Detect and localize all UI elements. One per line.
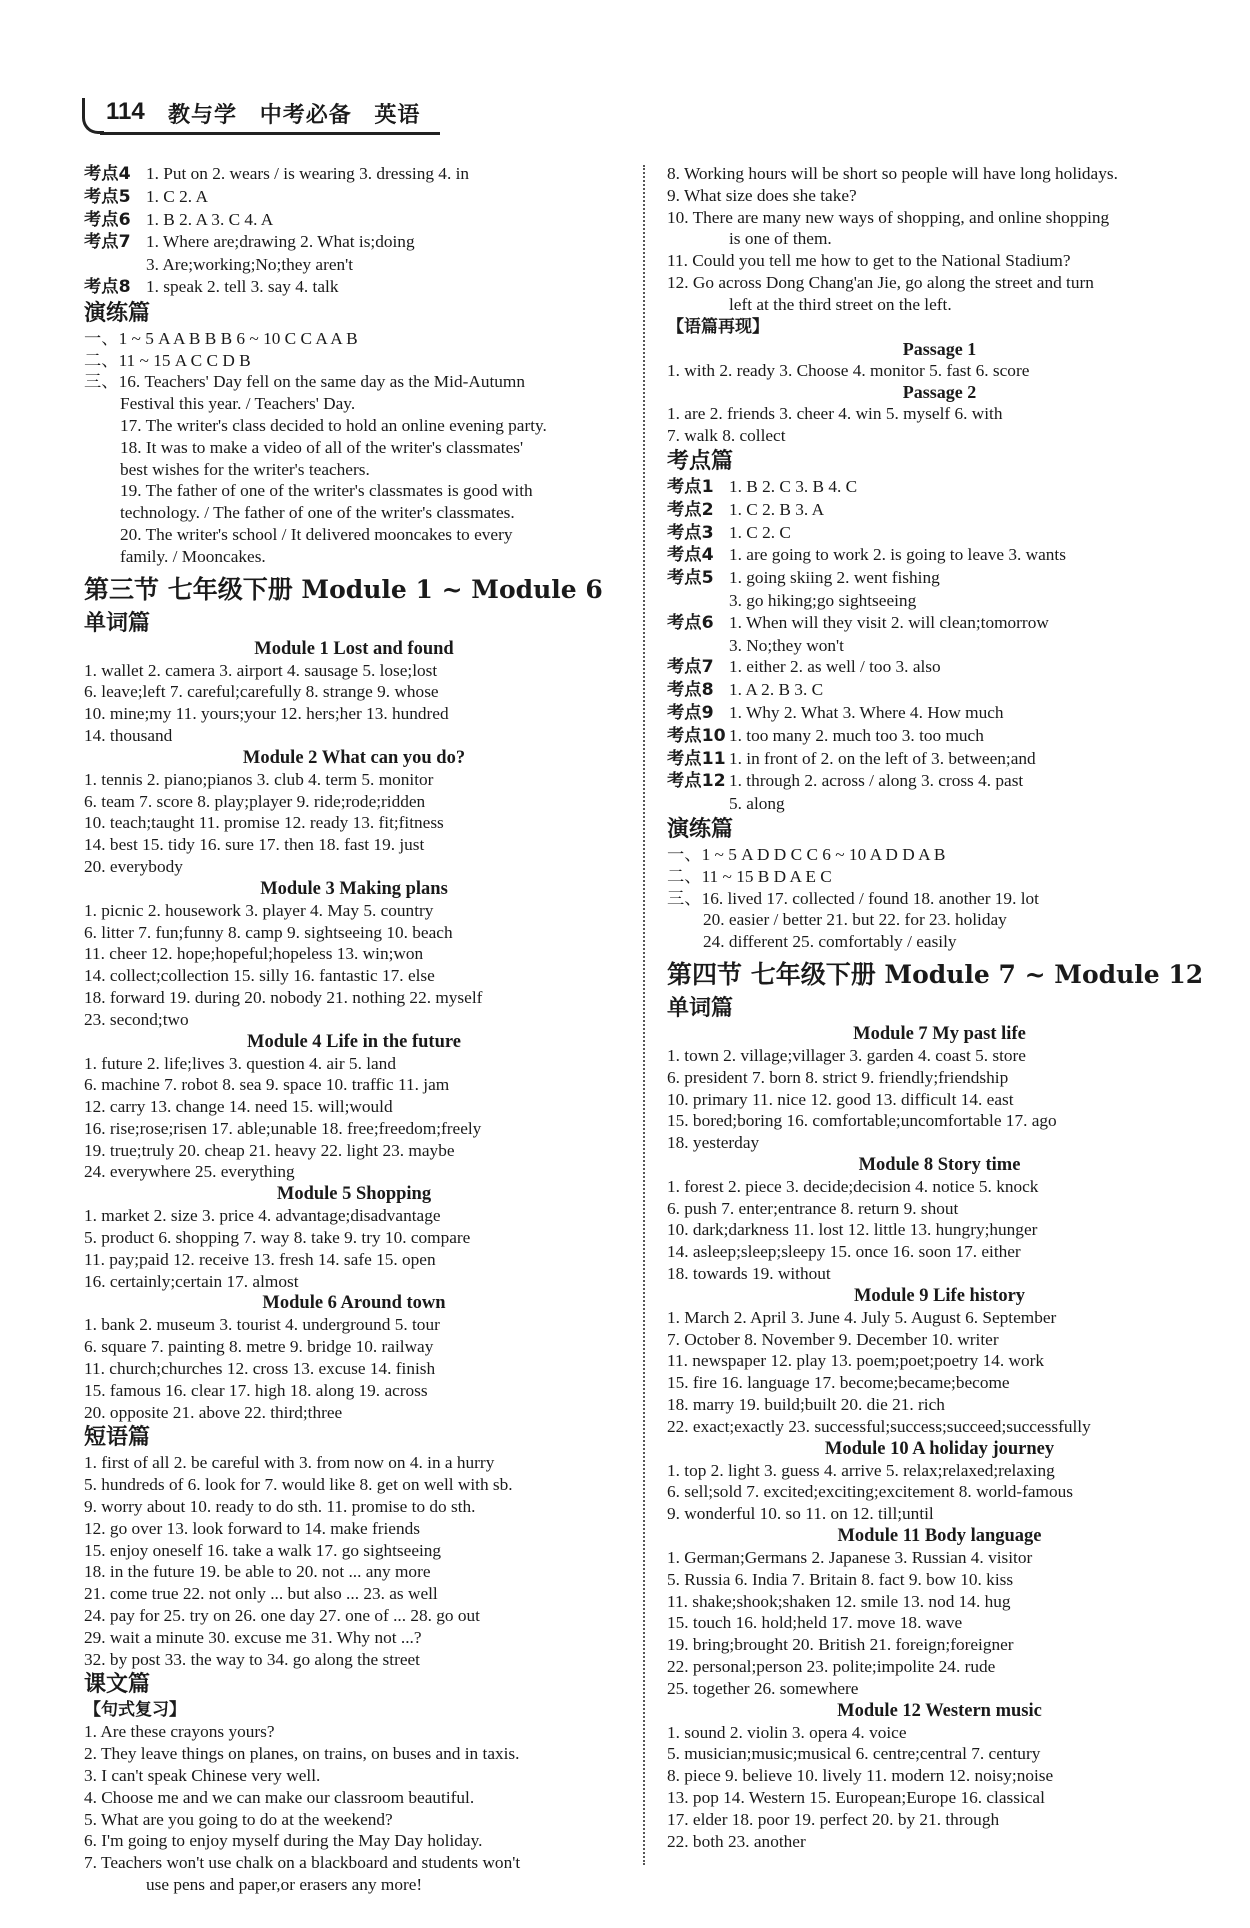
kaodian-row [667, 748, 1212, 771]
answer-line: 32. by post 33. the way to 34. go along the street [84, 1649, 420, 1669]
answer-line: 1. town 2. village;villager 3. garden 4. coast 5. store [667, 1045, 1026, 1065]
answer-line: 24. pay for 25. try on 26. one day 27. one of ... 28. go out [84, 1606, 480, 1626]
answer-text: 1. either 2. as well / too 3. also [729, 657, 941, 677]
answer-line-continued: 3. Are;working;No;they aren't [146, 255, 354, 275]
answer-line: 15. famous 16. clear 17. high 18. along 19. across [84, 1380, 428, 1400]
answer-line: 9. What size does she take? [667, 185, 857, 205]
section-heading: 短语篇 [84, 1425, 151, 1451]
answer-line: 24. everywhere 25. everything [84, 1162, 295, 1182]
answer-line: 14. thousand [84, 725, 173, 745]
answer-line-continued: Festival this year. / Teachers' Day. [120, 394, 356, 414]
answer-line: 1. forest 2. piece 3. decide;decision 4. notice 5. knock [667, 1176, 1039, 1196]
answer-line-continued: family. / Mooncakes. [120, 546, 266, 566]
answer-line: 11. cheer 12. hope;hopeful;hopeless 13. win;won [84, 944, 424, 964]
answer-line-continued: 24. different 25. comfortably / easily [703, 932, 957, 952]
kaodian-row [667, 499, 1212, 522]
answer-line: 20. opposite 21. above 22. third;three [84, 1402, 343, 1422]
answer-line: 二、11 ~ 15 A C C D B [84, 350, 251, 370]
answer-text: 1. are going to work 2. is going to leave 3. wants [729, 545, 1066, 565]
answer-line: 5. musician;music;musical 6. centre;central 7. century [667, 1744, 1041, 1764]
answer-line: 16. rise;rose;risen 17. able;unable 18. free;freedom;freely [84, 1118, 482, 1138]
left-column [84, 163, 624, 1896]
kaodian-label: 考点8 [667, 680, 714, 701]
header-title-series: 中考必备 [259, 103, 352, 128]
kaodian-label: 考点12 [667, 771, 726, 792]
module-heading: Module 5 Shopping [276, 1184, 432, 1205]
section-heading: 演练篇 [84, 300, 151, 326]
answer-line: 9. wonderful 10. so 11. on 12. till;until [667, 1504, 934, 1524]
answer-text: 1. C 2. B 3. A [729, 499, 825, 519]
answer-line: 6. I'm going to enjoy myself during the May Day holiday. [84, 1831, 483, 1851]
right-column [667, 163, 1212, 1852]
section-heading: 演练篇 [667, 816, 734, 842]
passage-heading: Passage 2 [902, 382, 977, 403]
answer-line: 12. Go across Dong Chang'an Jie, go along the street and turn [667, 272, 1094, 292]
answer-line: 1. with 2. ready 3. Choose 4. monitor 5. fast 6. score [667, 360, 1030, 380]
answer-line: 三、16. lived 17. collected / found 18. another 19. lot [667, 888, 1039, 908]
answer-text: 1. going skiing 2. went fishing [729, 568, 940, 588]
answer-line-continued: 3. go hiking;go sightseeing [729, 590, 917, 610]
header-decoration [82, 98, 104, 134]
answer-line: 16. certainly;certain 17. almost [84, 1271, 299, 1291]
kaodian-row [667, 476, 1212, 499]
answer-text: 1. C 2. C [729, 522, 791, 542]
answer-line: 1. bank 2. museum 3. tourist 4. underground 5. tour [84, 1315, 440, 1335]
answer-line: 10. mine;my 11. yours;your 12. hers;her 13. hundred [84, 704, 449, 724]
answer-text: 1. Put on 2. wears / is wearing 3. dressing 4. in [146, 164, 470, 183]
answer-line: 1. Are these crayons yours? [84, 1722, 275, 1742]
kaodian-label: 考点10 [667, 725, 726, 746]
header-title [168, 98, 434, 129]
page-number: 114 [106, 98, 145, 125]
answer-line: 2. They leave things on planes, on trains, on buses and in taxis. [84, 1744, 520, 1764]
answer-line: 6. push 7. enter;entrance 8. return 9. shout [667, 1198, 959, 1218]
answer-line-continued: left at the third street on the left. [729, 294, 952, 314]
answer-line: 7. October 8. November 9. December 10. writer [667, 1329, 999, 1349]
answer-line: 19. true;truly 20. cheap 21. heavy 22. light 23. maybe [84, 1140, 455, 1160]
kaodian-label: 考点4 [84, 164, 131, 184]
kaodian-label: 考点4 [667, 545, 714, 566]
answer-line: 6. team 7. score 8. play;player 9. ride;rode;ridden [84, 791, 426, 811]
answer-line: 1. first of all 2. be careful with 3. from now on 4. in a hurry [84, 1453, 495, 1473]
module-heading: Module 10 A holiday journey [824, 1438, 1055, 1459]
answer-line: 19. bring;brought 20. British 21. foreign;foreigner [667, 1635, 1014, 1655]
kaodian-row [667, 612, 1212, 635]
answer-line-continued: 19. The father of one of the writer's classmates is good with [120, 481, 533, 501]
answer-line: 13. pop 14. Western 15. European;Europe 16. classical [667, 1788, 1045, 1808]
answer-line-continued: 17. The writer's class decided to hold an online evening party. [120, 415, 547, 435]
answer-text: 1. B 2. C 3. B 4. C [729, 476, 858, 496]
chapter-heading: 第四节 七年级下册 Module 7 ~ Module 12 [667, 959, 1204, 989]
answer-line-continued: 5. along [729, 794, 785, 814]
kaodian-label: 考点6 [667, 612, 714, 633]
answer-line-continued: is one of them. [729, 229, 832, 249]
kaodian-row [667, 656, 1212, 679]
answer-line: 20. everybody [84, 856, 183, 876]
module-heading: Module 2 What can you do? [242, 747, 466, 768]
answer-line: 15. fire 16. language 17. become;became;become [667, 1373, 1010, 1393]
section-heading: 单词篇 [667, 995, 734, 1021]
kaodian-row [84, 231, 624, 254]
module-heading: Module 12 Western music [837, 1700, 1042, 1721]
kaodian-row [667, 702, 1212, 725]
section-heading: 课文篇 [84, 1672, 151, 1698]
kaodian-label: 考点2 [667, 499, 714, 520]
answer-line: 6. machine 7. robot 8. sea 9. space 10. traffic 11. jam [84, 1075, 450, 1095]
answer-text: 1. A 2. B 3. C [729, 680, 824, 700]
answer-line: 5. What are you going to do at the weekend? [84, 1809, 393, 1829]
subsection-heading: 【句式复习】 [84, 1700, 186, 1721]
module-heading: Module 4 Life in the future [247, 1031, 461, 1052]
answer-line: 4. Choose me and we can make our classroom beautiful. [84, 1787, 475, 1807]
module-heading: Module 8 Story time [858, 1154, 1021, 1175]
module-heading: Module 6 Around town [262, 1293, 446, 1314]
section-heading: 考点篇 [667, 448, 734, 474]
answer-line: 8. Working hours will be short so people will have long holidays. [667, 164, 1118, 183]
answer-line: 1. wallet 2. camera 3. airport 4. sausage 5. lose;lost [84, 660, 438, 680]
kaodian-row [667, 544, 1212, 567]
answer-line-continued: 18. It was to make a video of all of the writer's classmates' [120, 437, 524, 457]
answer-line: 22. exact;exactly 23. successful;success;succeed;successfully [667, 1416, 1091, 1436]
answer-line: 6. litter 7. fun;funny 8. camp 9. sightseeing 10. beach [84, 922, 453, 942]
answer-line: 11. pay;paid 12. receive 13. fresh 14. safe 15. open [84, 1249, 436, 1269]
passage-heading: Passage 1 [902, 338, 977, 359]
module-heading: Module 3 Making plans [260, 878, 448, 899]
kaodian-label: 考点5 [84, 186, 131, 207]
answer-line: 1. German;Germans 2. Japanese 3. Russian 4. visitor [667, 1548, 1033, 1568]
answer-line: 15. touch 16. hold;held 17. move 18. wave [667, 1613, 963, 1633]
answer-line: 6. sell;sold 7. excited;exciting;excitement 8. world-famous [667, 1482, 1074, 1502]
answer-line: 18. in the future 19. be able to 20. not ... any more [84, 1562, 431, 1582]
answer-line: 22. personal;person 23. polite;impolite 24. rude [667, 1657, 996, 1677]
kaodian-row [667, 567, 1212, 590]
kaodian-label: 考点3 [667, 522, 714, 543]
module-heading: Module 11 Body language [837, 1526, 1042, 1547]
answer-text: 1. B 2. A 3. C 4. A [146, 209, 274, 229]
answer-line: 18. marry 19. build;built 20. die 21. rich [667, 1395, 945, 1415]
kaodian-label: 考点9 [667, 702, 714, 723]
answer-line: 11. church;churches 12. cross 13. excuse 14. finish [84, 1359, 436, 1379]
kaodian-label: 考点11 [667, 748, 726, 769]
answer-line: 一、1 ~ 5 A A B B B 6 ~ 10 C C A A B [84, 328, 358, 348]
answer-text: 1. C 2. A [146, 186, 208, 206]
answer-line: 11. shake;shook;shaken 12. smile 13. nod 14. hug [667, 1591, 1011, 1611]
kaodian-row [667, 679, 1212, 702]
kaodian-row [84, 163, 624, 186]
module-heading: Module 7 My past life [853, 1023, 1026, 1044]
answer-line: 21. come true 22. not only ... but also ... 23. as well [84, 1584, 438, 1604]
kaodian-label: 考点7 [84, 232, 131, 253]
answer-line: 12. go over 13. look forward to 14. make friends [84, 1518, 420, 1538]
answer-line-continued: best wishes for the writer's teachers. [120, 459, 370, 479]
answer-line: 二、11 ~ 15 B D A E C [667, 866, 832, 886]
answer-line: 1. sound 2. violin 3. opera 4. voice [667, 1722, 907, 1742]
answer-line: 1. top 2. light 3. guess 4. arrive 5. relax;relaxed;relaxing [667, 1460, 1055, 1480]
header-title-book: 教与学 [168, 103, 238, 128]
answer-text: 1. in front of 2. on the left of 3. between;and [729, 748, 1036, 768]
answer-line-continued: 20. easier / better 21. but 22. for 23. holiday [703, 910, 1007, 930]
answer-text: 1. speak 2. tell 3. say 4. talk [146, 276, 339, 296]
kaodian-row [667, 770, 1212, 793]
module-heading: Module 1 Lost and found [254, 638, 454, 659]
section-heading: 单词篇 [84, 610, 151, 636]
answer-line: 18. forward 19. during 20. nobody 21. nothing 22. myself [84, 987, 483, 1007]
kaodian-row [667, 725, 1212, 748]
answer-line: 23. second;two [84, 1009, 189, 1029]
answer-text: 1. through 2. across / along 3. cross 4. past [729, 771, 1024, 791]
answer-line: 6. leave;left 7. careful;carefully 8. strange 9. whose [84, 682, 439, 702]
answer-line-continued: use pens and paper,or erasers any more! [146, 1875, 423, 1894]
answer-line: 17. elder 18. poor 19. perfect 20. by 21. through [667, 1809, 1000, 1829]
answer-line: 6. president 7. born 8. strict 9. friendly;friendship [667, 1067, 1009, 1087]
answer-line: 1. picnic 2. housework 3. player 4. May 5. country [84, 900, 434, 920]
kaodian-label: 考点1 [667, 476, 714, 497]
answer-line: 14. collect;collection 15. silly 16. fantastic 17. else [84, 966, 435, 986]
answer-line: 6. square 7. painting 8. metre 9. bridge 10. railway [84, 1337, 434, 1357]
answer-line: 5. hundreds of 6. look for 7. would like 8. get on well with sb. [84, 1475, 513, 1495]
answer-text: 1. Where are;drawing 2. What is;doing [146, 232, 415, 252]
answer-line: 14. best 15. tidy 16. sure 17. then 18. fast 19. just [84, 835, 425, 855]
answer-line-continued: technology. / The father of one of the writer's classmates. [120, 503, 515, 523]
kaodian-row [84, 276, 624, 299]
kaodian-label: 考点7 [667, 657, 714, 678]
answer-line: 7. Teachers won't use chalk on a blackboard and students won't [84, 1853, 521, 1873]
answer-line: 1. market 2. size 3. price 4. advantage;disadvantage [84, 1206, 441, 1226]
answer-line: 10. There are many new ways of shopping, and online shopping [667, 207, 1110, 227]
kaodian-label: 考点8 [84, 276, 131, 297]
kaodian-label: 考点5 [667, 568, 714, 589]
answer-line: 3. I can't speak Chinese very well. [84, 1766, 321, 1786]
column-divider [643, 165, 645, 1865]
answer-line: 1. are 2. friends 3. cheer 4. win 5. myself 6. with [667, 404, 1003, 424]
answer-line: 10. primary 11. nice 12. good 13. difficult 14. east [667, 1089, 1014, 1109]
answer-line: 18. towards 19. without [667, 1264, 831, 1284]
answer-text: 1. Why 2. What 3. Where 4. How much [729, 702, 1004, 722]
answer-line: 15. bored;boring 16. comfortable;uncomfortable 17. ago [667, 1111, 1057, 1131]
answer-line: 8. piece 9. believe 10. lively 11. modern 12. noisy;noise [667, 1766, 1054, 1786]
answer-line: 22. both 23. another [667, 1831, 806, 1851]
kaodian-row [84, 209, 624, 232]
answer-line: 7. walk 8. collect [667, 426, 786, 446]
answer-line: 1. March 2. April 3. June 4. July 5. August 6. September [667, 1307, 1057, 1327]
kaodian-row [667, 522, 1212, 545]
header-rule [100, 132, 440, 135]
kaodian-label: 考点6 [84, 209, 131, 230]
answer-line: 一、1 ~ 5 A D D C C 6 ~ 10 A D D A B [667, 844, 946, 864]
header-title-subject: 英语 [374, 103, 421, 128]
answer-line: 5. Russia 6. India 7. Britain 8. fact 9. bow 10. kiss [667, 1569, 1014, 1589]
answer-line: 1. tennis 2. piano;pianos 3. club 4. term 5. monitor [84, 769, 434, 789]
answer-line: 15. enjoy oneself 16. take a walk 17. go sightseeing [84, 1540, 442, 1560]
answer-line: 25. together 26. somewhere [667, 1678, 859, 1698]
subsection-heading: 【语篇再现】 [667, 316, 769, 337]
answer-line: 10. teach;taught 11. promise 12. ready 13. fit;fitness [84, 813, 444, 833]
answer-line-continued: 20. The writer's school / It delivered mooncakes to every [120, 524, 513, 544]
answer-line: 29. wait a minute 30. excuse me 31. Why not ...? [84, 1627, 422, 1647]
module-heading: Module 9 Life history [853, 1285, 1026, 1306]
answer-line: 14. asleep;sleep;sleepy 15. once 16. soon 17. either [667, 1242, 1021, 1262]
answer-line: 1. future 2. life;lives 3. question 4. air 5. land [84, 1053, 396, 1073]
answer-line: 三、16. Teachers' Day fell on the same day as the Mid-Autumn [84, 372, 526, 392]
answer-line: 11. Could you tell me how to get to the National Stadium? [667, 251, 1071, 271]
answer-text: 1. too many 2. much too 3. too much [729, 725, 984, 745]
answer-line: 5. product 6. shopping 7. way 8. take 9. try 10. compare [84, 1228, 471, 1248]
answer-line-continued: 3. No;they won't [729, 635, 844, 655]
answer-line: 10. dark;darkness 11. lost 12. little 13. hungry;hunger [667, 1220, 1038, 1240]
chapter-heading: 第三节 七年级下册 Module 1 ~ Module 6 [84, 574, 603, 604]
answer-text: 1. When will they visit 2. will clean;tomorrow [729, 612, 1049, 632]
answer-line: 18. yesterday [667, 1133, 760, 1153]
answer-line: 9. worry about 10. ready to do sth. 11. promise to do sth. [84, 1497, 476, 1517]
answer-line: 12. carry 13. change 14. need 15. will;would [84, 1097, 393, 1117]
answer-line: 11. newspaper 12. play 13. poem;poet;poetry 14. work [667, 1351, 1045, 1371]
kaodian-row [84, 186, 624, 209]
